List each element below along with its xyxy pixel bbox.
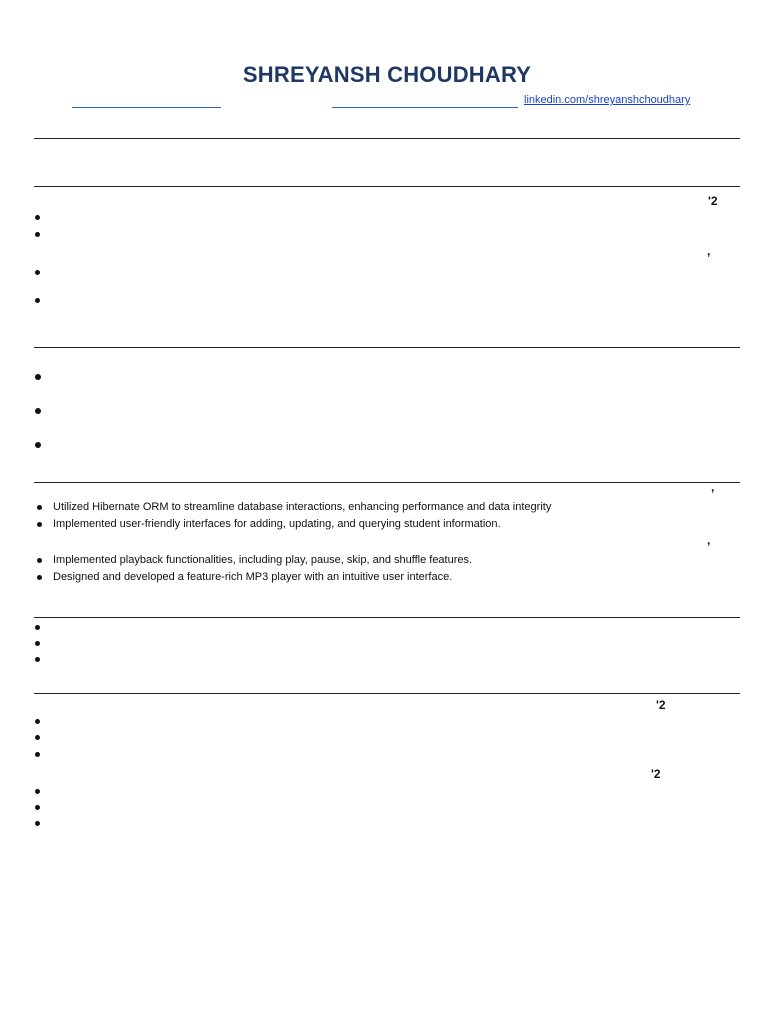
project-1-bullet: Implemented user-friendly interfaces for adding, updating, and querying student information. bbox=[53, 518, 501, 530]
section-divider bbox=[34, 347, 740, 348]
contact-link-underline[interactable] bbox=[332, 107, 518, 108]
contact-link-underline[interactable] bbox=[72, 107, 221, 108]
section-divider bbox=[34, 482, 740, 483]
section-divider bbox=[34, 693, 740, 694]
bullet-marker bbox=[37, 505, 42, 510]
bullet-marker bbox=[35, 805, 40, 810]
project-1-bullet: Utilized Hibernate ORM to streamline database interactions, enhancing performance and data integrity bbox=[53, 501, 552, 513]
section-divider bbox=[34, 617, 740, 618]
bullet-marker bbox=[35, 215, 40, 220]
experience-date: '2 bbox=[708, 194, 718, 208]
bullet-marker bbox=[35, 641, 40, 646]
section-date: '2 bbox=[656, 698, 666, 712]
section-date: '2 bbox=[651, 767, 661, 781]
experience-comma: , bbox=[707, 244, 711, 258]
bullet-marker bbox=[35, 298, 40, 303]
bullet-marker bbox=[35, 625, 40, 630]
bullet-marker bbox=[37, 522, 42, 527]
bullet-marker bbox=[37, 558, 42, 563]
section-divider bbox=[34, 138, 740, 139]
bullet-marker bbox=[35, 735, 40, 740]
bullet-marker bbox=[35, 270, 40, 275]
bullet-marker bbox=[35, 442, 41, 448]
bullet-marker bbox=[35, 752, 40, 757]
bullet-marker bbox=[35, 657, 40, 662]
bullet-marker bbox=[35, 789, 40, 794]
project-comma: , bbox=[711, 480, 715, 494]
bullet-marker bbox=[35, 232, 40, 237]
bullet-marker bbox=[35, 374, 41, 380]
project-2-bullet: Designed and developed a feature-rich MP3 player with an intuitive user interface. bbox=[53, 571, 453, 583]
candidate-name: SHREYANSH CHOUDHARY bbox=[242, 62, 532, 87]
bullet-marker bbox=[35, 408, 41, 414]
linkedin-link[interactable]: linkedin.com/shreyanshchoudhary bbox=[524, 94, 691, 106]
bullet-marker bbox=[37, 575, 42, 580]
bullet-marker bbox=[35, 821, 40, 826]
bullet-marker bbox=[35, 719, 40, 724]
project-comma: , bbox=[707, 533, 711, 547]
section-divider bbox=[34, 186, 740, 187]
project-2-bullet: Implemented playback functionalities, including play, pause, skip, and shuffle features. bbox=[53, 554, 473, 566]
